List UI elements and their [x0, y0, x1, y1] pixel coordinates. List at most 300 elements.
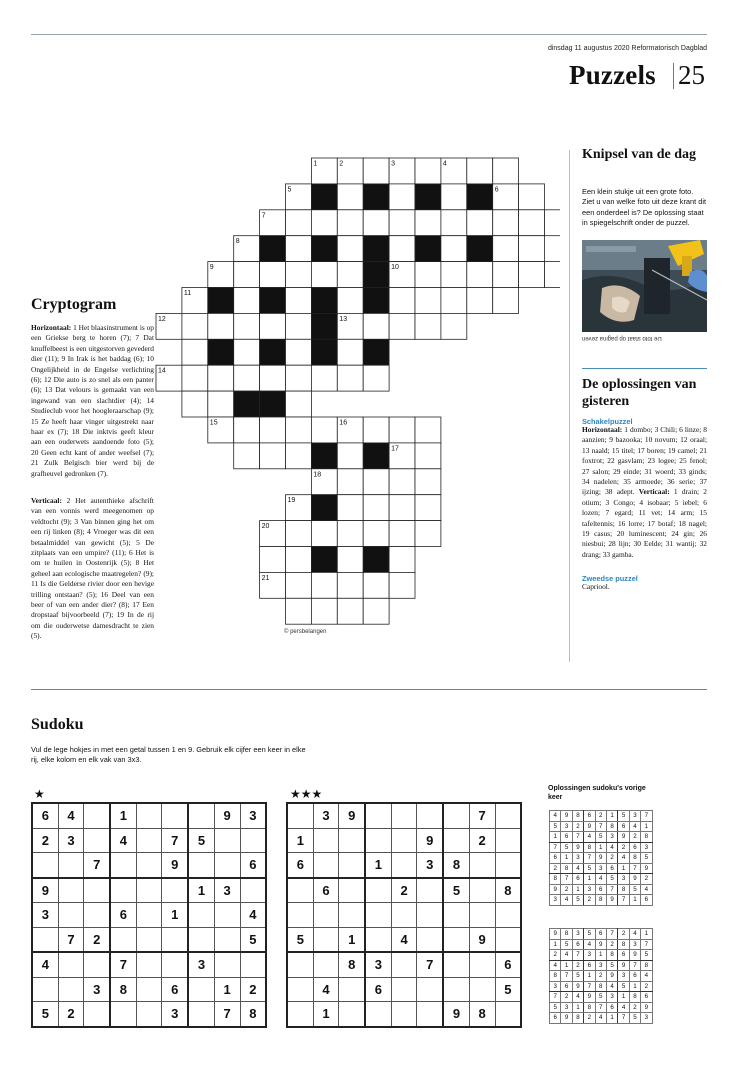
crossword-cell[interactable]	[234, 443, 260, 469]
sudoku-cell[interactable]: 8	[443, 853, 469, 878]
crossword-cell[interactable]	[286, 210, 312, 236]
crossword-cell[interactable]	[260, 547, 286, 573]
solution-cell: 8	[606, 821, 617, 832]
sudoku-cell[interactable]	[365, 803, 391, 828]
sudoku-cell[interactable]	[188, 977, 214, 1002]
sudoku-cell[interactable]: 5	[287, 927, 313, 952]
sudoku-cell[interactable]	[365, 927, 391, 952]
sudoku-cell[interactable]	[162, 878, 188, 903]
sudoku-cell[interactable]: 6	[32, 803, 58, 828]
sudoku-cell[interactable]	[136, 828, 162, 853]
sudoku-cell[interactable]	[443, 903, 469, 928]
crossword-black-cell	[311, 313, 337, 339]
crossword-cell[interactable]	[234, 339, 260, 365]
sudoku-cell[interactable]	[495, 828, 521, 853]
sudoku-cell[interactable]	[214, 952, 240, 977]
sudoku-cell[interactable]: 7	[417, 952, 443, 977]
crossword-cell[interactable]	[415, 288, 441, 314]
sudoku-cell[interactable]	[495, 927, 521, 952]
sudoku-cell[interactable]	[214, 853, 240, 878]
sudoku-cell[interactable]	[240, 828, 266, 853]
sudoku-cell[interactable]	[313, 952, 339, 977]
solution-cell: 6	[561, 981, 572, 992]
crossword-cell[interactable]	[415, 521, 441, 547]
sudoku-cell[interactable]: 6	[162, 977, 188, 1002]
sudoku-cell[interactable]	[417, 803, 443, 828]
sudoku-cell[interactable]	[495, 903, 521, 928]
crossword-cell[interactable]	[363, 521, 389, 547]
crossword-cell[interactable]	[363, 210, 389, 236]
sudoku-cell[interactable]: 7	[84, 853, 110, 878]
sudoku-cell[interactable]: 3	[84, 977, 110, 1002]
crossword-cell[interactable]	[467, 158, 493, 184]
sudoku-cell[interactable]	[136, 853, 162, 878]
sudoku-cell[interactable]	[110, 1002, 136, 1027]
sudoku-cell[interactable]: 4	[58, 803, 84, 828]
sudoku-cell[interactable]	[495, 853, 521, 878]
crossword-cell[interactable]	[286, 288, 312, 314]
crossword-cell[interactable]	[337, 598, 363, 624]
sudoku-cell[interactable]	[84, 828, 110, 853]
sudoku-cell[interactable]	[84, 878, 110, 903]
sudoku-cell[interactable]	[417, 977, 443, 1002]
sudoku-cell[interactable]	[136, 952, 162, 977]
solution-cell: 1	[572, 884, 583, 895]
sudoku-cell[interactable]	[84, 803, 110, 828]
sudoku-cell[interactable]: 2	[84, 927, 110, 952]
sudoku-cell[interactable]: 1	[214, 977, 240, 1002]
sudoku-cell[interactable]	[188, 1002, 214, 1027]
sudoku-cell[interactable]: 4	[391, 927, 417, 952]
sudoku-cell[interactable]	[469, 977, 495, 1002]
crossword-cell[interactable]	[389, 417, 415, 443]
sudoku-cell[interactable]	[469, 853, 495, 878]
crossword-cell[interactable]	[519, 184, 545, 210]
sudoku-cell[interactable]: 2	[32, 828, 58, 853]
crossword-cell[interactable]	[286, 236, 312, 262]
crossword-cell[interactable]	[311, 365, 337, 391]
crossword-cell[interactable]	[389, 572, 415, 598]
crossword-cell[interactable]	[286, 313, 312, 339]
sudoku-cell[interactable]	[136, 927, 162, 952]
sudoku-cell[interactable]	[313, 903, 339, 928]
crossword-cell[interactable]	[337, 236, 363, 262]
crossword-cell[interactable]	[182, 391, 208, 417]
crossword-cell[interactable]	[441, 288, 467, 314]
crossword-cell[interactable]	[311, 262, 337, 288]
sudoku-cell[interactable]	[32, 977, 58, 1002]
crossword-cell[interactable]	[337, 547, 363, 573]
crossword-cell[interactable]	[234, 417, 260, 443]
sudoku-cell[interactable]: 5	[443, 878, 469, 903]
crossword-cell[interactable]	[519, 236, 545, 262]
sudoku-cell[interactable]	[84, 1002, 110, 1027]
crossword-cell[interactable]	[493, 236, 519, 262]
crossword-cell[interactable]	[415, 262, 441, 288]
crossword-cell[interactable]	[467, 288, 493, 314]
crossword-cell[interactable]	[519, 210, 545, 236]
crossword-cell[interactable]	[208, 313, 234, 339]
sudoku-cell[interactable]: 6	[495, 952, 521, 977]
crossword-cell[interactable]	[493, 262, 519, 288]
sudoku-cell[interactable]: 3	[58, 828, 84, 853]
sudoku-cell[interactable]: 2	[240, 977, 266, 1002]
crossword-cell[interactable]	[467, 262, 493, 288]
solution-cell: 3	[641, 1013, 652, 1024]
crossword-cell[interactable]	[415, 158, 441, 184]
crossword-clue-number: 15	[209, 419, 218, 427]
solution-cell: 1	[629, 981, 640, 992]
solution-cell: 2	[641, 981, 652, 992]
crossword-cell[interactable]	[311, 210, 337, 236]
sudoku-cell[interactable]	[391, 903, 417, 928]
section-rule	[31, 689, 707, 690]
cryptogram-title: Cryptogram	[31, 296, 117, 313]
sudoku-cell[interactable]: 8	[469, 1002, 495, 1027]
sudoku-cell[interactable]	[417, 927, 443, 952]
crossword-cell[interactable]	[286, 572, 312, 598]
crossword-cell[interactable]	[493, 158, 519, 184]
sudoku-cell[interactable]	[469, 903, 495, 928]
sudoku-cell[interactable]	[110, 927, 136, 952]
solution-cell: 2	[641, 874, 652, 885]
sudoku-cell[interactable]: 2	[58, 1002, 84, 1027]
sudoku-cell[interactable]: 7	[58, 927, 84, 952]
crossword-cell[interactable]	[234, 262, 260, 288]
sudoku-cell[interactable]	[214, 927, 240, 952]
sudoku-cell[interactable]	[469, 952, 495, 977]
crossword-cell[interactable]	[467, 210, 493, 236]
crossword-cell[interactable]	[234, 288, 260, 314]
sudoku-cell[interactable]: 4	[313, 977, 339, 1002]
sudoku-cell[interactable]: 3	[32, 903, 58, 928]
sudoku-cell[interactable]	[391, 952, 417, 977]
sudoku-cell[interactable]: 5	[32, 1002, 58, 1027]
sudoku-cell[interactable]: 9	[339, 803, 365, 828]
sudoku-cell[interactable]: 9	[162, 853, 188, 878]
crossword-cell[interactable]	[441, 313, 467, 339]
crossword-black-cell	[363, 262, 389, 288]
sudoku-cell[interactable]	[162, 927, 188, 952]
crossword-cell[interactable]	[415, 495, 441, 521]
sudoku-cell[interactable]: 4	[240, 903, 266, 928]
sudoku-cell[interactable]	[339, 828, 365, 853]
solution-cell: 9	[561, 811, 572, 822]
crossword-cell[interactable]	[441, 184, 467, 210]
solution-cell: 1	[606, 1013, 617, 1024]
solution-cell: 3	[629, 811, 640, 822]
crossword-cell[interactable]	[337, 572, 363, 598]
solution-cell: 3	[550, 895, 561, 906]
crossword-cell[interactable]	[415, 443, 441, 469]
solution-cell: 1	[550, 832, 561, 843]
sudoku-cell[interactable]: 4	[110, 828, 136, 853]
crossword-cell[interactable]	[311, 598, 337, 624]
crossword-cell[interactable]	[260, 365, 286, 391]
sudoku-cell[interactable]: 6	[110, 903, 136, 928]
crossword-cell[interactable]	[415, 469, 441, 495]
sudoku-cell[interactable]: 8	[240, 1002, 266, 1027]
crossword-cell[interactable]	[311, 417, 337, 443]
sudoku-cell[interactable]	[58, 903, 84, 928]
crossword-cell[interactable]	[337, 210, 363, 236]
sudoku-cell[interactable]: 1	[365, 853, 391, 878]
sudoku-cell[interactable]	[391, 828, 417, 853]
sudoku-cell[interactable]	[84, 952, 110, 977]
sudoku-cell[interactable]	[58, 878, 84, 903]
crossword-cell[interactable]	[260, 417, 286, 443]
sudoku-cell[interactable]: 3	[214, 878, 240, 903]
sudoku-cell[interactable]: 6	[365, 977, 391, 1002]
crossword-cell[interactable]	[286, 598, 312, 624]
crossword-cell[interactable]	[260, 443, 286, 469]
sudoku-cell[interactable]: 8	[495, 878, 521, 903]
crossword-cell[interactable]	[337, 262, 363, 288]
crossword-cell[interactable]	[311, 572, 337, 598]
crossword-cell[interactable]	[182, 365, 208, 391]
sudoku-cell[interactable]	[188, 803, 214, 828]
sudoku-cell[interactable]	[188, 927, 214, 952]
sudoku-cell[interactable]	[417, 878, 443, 903]
sudoku-cell[interactable]	[365, 903, 391, 928]
crossword-cell[interactable]	[389, 495, 415, 521]
crossword-cell[interactable]	[493, 210, 519, 236]
sudoku-cell[interactable]: 3	[188, 952, 214, 977]
sudoku-cell[interactable]	[391, 977, 417, 1002]
sudoku-cell[interactable]: 7	[214, 1002, 240, 1027]
schakel-vertical-text: 1 drain; 2 otium; 3 Congo; 4 isobaar; 5 iebel; 6 lozen; 7 egard; 11 vet; 14 arm; 15 tafeltennis; 16 lorre; 17 botaf; 18 nagel; 19 casus; 20 luminescent; 24 gin; 26 niesbui; 28 lijn; 30 Eelde; 31 wantij; 32 drang; 33 gamba.	[582, 487, 707, 559]
sudoku-cell[interactable]	[365, 828, 391, 853]
crossword-cell[interactable]	[337, 521, 363, 547]
sudoku-cell[interactable]	[287, 977, 313, 1002]
crossword-cell[interactable]	[441, 210, 467, 236]
crossword-cell[interactable]	[337, 339, 363, 365]
crossword-cell[interactable]	[441, 262, 467, 288]
sudoku-cell[interactable]	[391, 1002, 417, 1027]
sudoku-cell[interactable]: 1	[188, 878, 214, 903]
sudoku-cell[interactable]	[287, 878, 313, 903]
sudoku-cell[interactable]	[339, 878, 365, 903]
solution-cell: 4	[606, 981, 617, 992]
crossword-cell[interactable]	[363, 365, 389, 391]
sudoku-cell[interactable]	[495, 803, 521, 828]
crossword-cell[interactable]	[363, 313, 389, 339]
sudoku-cell[interactable]: 2	[469, 828, 495, 853]
sudoku-cell[interactable]	[162, 803, 188, 828]
sudoku-cell[interactable]	[287, 1002, 313, 1027]
sudoku-cell[interactable]: 1	[110, 803, 136, 828]
crossword-clue-number: 19	[287, 497, 296, 505]
sudoku-cell[interactable]: 3	[313, 803, 339, 828]
crossword-cell[interactable]	[337, 495, 363, 521]
crossword-cell[interactable]	[234, 365, 260, 391]
crossword-cell[interactable]	[311, 521, 337, 547]
crossword-cell[interactable]	[545, 210, 561, 236]
crossword-cell[interactable]	[363, 158, 389, 184]
sudoku-cell[interactable]	[417, 1002, 443, 1027]
sudoku-cell[interactable]: 5	[240, 927, 266, 952]
sudoku-cell[interactable]	[58, 977, 84, 1002]
sudoku-cell[interactable]	[136, 878, 162, 903]
sudoku-cell[interactable]: 6	[240, 853, 266, 878]
sudoku-cell[interactable]: 8	[110, 977, 136, 1002]
crossword-cell[interactable]	[286, 547, 312, 573]
sudoku-cell[interactable]	[110, 878, 136, 903]
crossword-cell[interactable]	[493, 288, 519, 314]
solution-cell: 6	[550, 1013, 561, 1024]
sudoku-cell[interactable]	[313, 853, 339, 878]
crossword-black-cell	[363, 288, 389, 314]
sudoku-cell[interactable]: 5	[188, 828, 214, 853]
solution-cell: 2	[618, 842, 629, 853]
sudoku-cell[interactable]	[32, 927, 58, 952]
solution-cell: 9	[595, 853, 606, 864]
sudoku-cell[interactable]	[32, 853, 58, 878]
crossword-cell[interactable]	[415, 313, 441, 339]
crossword-cell[interactable]	[286, 262, 312, 288]
sudoku-cell[interactable]	[240, 878, 266, 903]
sudoku-cell[interactable]: 3	[365, 952, 391, 977]
solution-cell: 3	[595, 960, 606, 971]
crossword-cell[interactable]	[286, 443, 312, 469]
sudoku-cell[interactable]	[417, 903, 443, 928]
sudoku-cell[interactable]: 6	[287, 853, 313, 878]
sudoku-cell[interactable]	[110, 853, 136, 878]
sudoku-cell[interactable]	[365, 1002, 391, 1027]
sudoku-cell[interactable]: 5	[495, 977, 521, 1002]
crossword-cell[interactable]	[519, 262, 545, 288]
sudoku-cell[interactable]: 1	[339, 927, 365, 952]
crossword-cell[interactable]	[415, 417, 441, 443]
crossword-cell[interactable]	[286, 521, 312, 547]
crossword-cell[interactable]	[389, 288, 415, 314]
sudoku-cell[interactable]: 1	[162, 903, 188, 928]
crossword-cell[interactable]	[363, 572, 389, 598]
crossword-cell[interactable]	[389, 236, 415, 262]
sudoku-cell[interactable]: 9	[32, 878, 58, 903]
crossword-black-cell	[415, 184, 441, 210]
sudoku-cell[interactable]: 8	[339, 952, 365, 977]
crossword-cell[interactable]	[286, 391, 312, 417]
sudoku-cell[interactable]: 1	[287, 828, 313, 853]
sudoku-cell[interactable]	[188, 853, 214, 878]
crossword-cell[interactable]	[208, 365, 234, 391]
crossword-cell[interactable]	[260, 313, 286, 339]
sudoku-cell[interactable]	[162, 952, 188, 977]
sudoku-cell[interactable]	[136, 977, 162, 1002]
crossword-cell[interactable]	[545, 262, 561, 288]
sudoku-cell[interactable]	[443, 952, 469, 977]
crossword-cell[interactable]	[337, 469, 363, 495]
sudoku-cell[interactable]	[287, 952, 313, 977]
crossword-cell[interactable]	[363, 598, 389, 624]
crossword-cell[interactable]	[286, 417, 312, 443]
sudoku-cell[interactable]: 9	[214, 803, 240, 828]
sudoku-cell[interactable]	[214, 903, 240, 928]
crossword-cell[interactable]	[337, 443, 363, 469]
sudoku-cell[interactable]: 9	[469, 927, 495, 952]
crossword-cell[interactable]	[389, 469, 415, 495]
sudoku-cell[interactable]: 6	[313, 878, 339, 903]
sudoku-cell[interactable]: 3	[417, 853, 443, 878]
sudoku-cell[interactable]	[240, 952, 266, 977]
sudoku-cell[interactable]	[339, 977, 365, 1002]
sudoku-cell[interactable]	[214, 828, 240, 853]
crossword-cell[interactable]	[389, 547, 415, 573]
sudoku-cell[interactable]: 7	[469, 803, 495, 828]
schakelpuzzel-solution	[582, 425, 707, 560]
sudoku-cell[interactable]	[391, 853, 417, 878]
sudoku-cell[interactable]	[313, 927, 339, 952]
crossword-cell[interactable]	[389, 313, 415, 339]
crossword-cell[interactable]	[182, 313, 208, 339]
sudoku-cell[interactable]: 9	[443, 1002, 469, 1027]
sudoku-cell[interactable]: 3	[162, 1002, 188, 1027]
sudoku-cell[interactable]	[443, 977, 469, 1002]
sudoku-cell[interactable]	[443, 828, 469, 853]
sudoku-cell[interactable]	[287, 903, 313, 928]
sudoku-cell[interactable]	[469, 878, 495, 903]
sudoku-cell[interactable]	[136, 803, 162, 828]
sudoku-cell[interactable]	[287, 803, 313, 828]
crossword-cell[interactable]	[286, 339, 312, 365]
solution-cell: 2	[561, 884, 572, 895]
sudoku-cell[interactable]: 1	[313, 1002, 339, 1027]
sudoku-cell[interactable]	[339, 853, 365, 878]
sudoku-cell[interactable]	[313, 828, 339, 853]
solution-cell: 1	[584, 874, 595, 885]
solution-cell: 3	[641, 842, 652, 853]
sudoku-cell[interactable]	[443, 927, 469, 952]
sudoku-cell[interactable]	[443, 803, 469, 828]
sudoku-cell[interactable]	[495, 1002, 521, 1027]
sudoku-cell[interactable]	[136, 1002, 162, 1027]
sudoku-cell[interactable]	[136, 903, 162, 928]
crossword-cell[interactable]	[363, 417, 389, 443]
crossword-cell[interactable]	[260, 262, 286, 288]
crossword-cell[interactable]	[363, 495, 389, 521]
sudoku-cell[interactable]	[391, 803, 417, 828]
crossword-cell[interactable]	[337, 288, 363, 314]
crossword-cell[interactable]	[389, 521, 415, 547]
sudoku-cell[interactable]	[339, 903, 365, 928]
sudoku-cell[interactable]: 2	[391, 878, 417, 903]
sudoku-cell[interactable]: 7	[110, 952, 136, 977]
crossword-cell[interactable]	[389, 210, 415, 236]
sudoku-cell[interactable]: 4	[32, 952, 58, 977]
sudoku-cell[interactable]	[58, 952, 84, 977]
sudoku-cell[interactable]: 3	[240, 803, 266, 828]
crossword-cell[interactable]	[286, 365, 312, 391]
sudoku-cell[interactable]: 7	[162, 828, 188, 853]
crossword-cell[interactable]	[234, 313, 260, 339]
sudoku-cell[interactable]	[84, 903, 110, 928]
crossword-cell[interactable]	[415, 210, 441, 236]
crossword-cell[interactable]	[389, 184, 415, 210]
crossword-cell[interactable]	[337, 184, 363, 210]
crossword-cell[interactable]	[182, 339, 208, 365]
sudoku-cell[interactable]	[188, 903, 214, 928]
crossword-cell[interactable]	[337, 365, 363, 391]
crossword-cell[interactable]	[363, 469, 389, 495]
crossword-cell[interactable]	[208, 391, 234, 417]
sudoku-cell[interactable]	[365, 878, 391, 903]
difficulty-stars: ★	[34, 787, 45, 801]
sudoku-cell[interactable]: 9	[417, 828, 443, 853]
crossword-cell[interactable]	[441, 236, 467, 262]
sudoku-cell[interactable]	[58, 853, 84, 878]
sudoku-cell[interactable]	[339, 1002, 365, 1027]
